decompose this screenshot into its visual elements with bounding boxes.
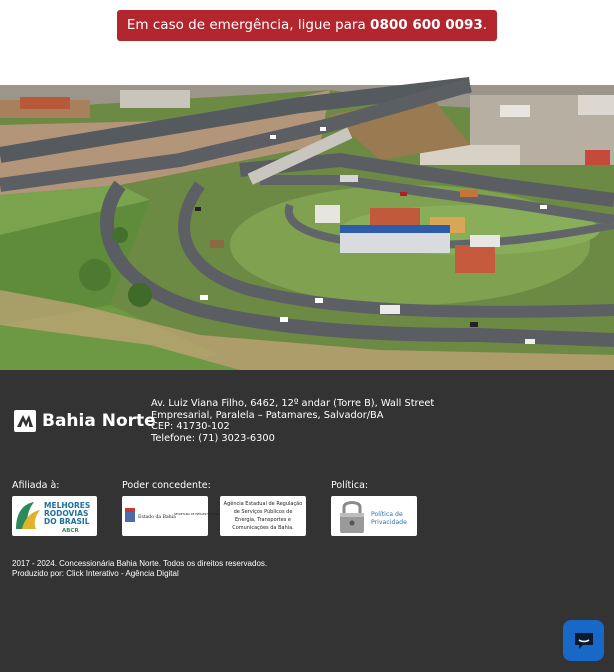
abcr-line2: RODOVIAS — [44, 509, 89, 518]
affiliated-label: Afiliada à: — [12, 480, 60, 491]
produced-by-link[interactable]: Produzido por: Click Interativo - Agência Digital — [12, 569, 179, 578]
top-banner — [0, 0, 614, 85]
highway-photo — [0, 85, 614, 370]
bahia-name: Estado da Bahia — [138, 515, 176, 520]
agency-line: de Serviços Públicos de — [233, 509, 293, 515]
chat-icon — [573, 631, 595, 651]
abcr-line3: DO BRASIL — [44, 517, 90, 526]
address-phone[interactable]: Telefone: (71) 3023-6300 — [151, 432, 275, 444]
address-block — [151, 398, 434, 444]
grantor-label: Poder concedente: — [122, 480, 211, 491]
copyright-text: 2017 - 2024. Concessionária Bahia Norte. Todos os direitos reservados. — [12, 559, 268, 568]
bahia-state-badge[interactable] — [122, 496, 219, 536]
emergency-suffix: . — [482, 17, 488, 33]
abcr-line1: MELHORES — [44, 501, 91, 510]
emergency-text: Em caso de emergência, ligue para — [126, 17, 371, 33]
address-cep: CEP: 41730-102 — [151, 421, 230, 432]
privacy-policy-badge[interactable] — [331, 496, 417, 536]
agerba-badge[interactable] — [220, 496, 306, 536]
abcr-badge[interactable] — [12, 496, 97, 536]
address-line: Av. Luiz Viana Filho, 6462, 12º andar (Torre B), Wall Street — [151, 398, 435, 409]
agency-line: Agência Estadual de Regulação — [223, 501, 303, 507]
emergency-phone[interactable]: 0800 600 0093 — [370, 17, 483, 33]
bahia-norte-logo-mark-icon — [14, 410, 36, 432]
address-line: Empresarial, Paralela – Patamares, Salvador/BA — [151, 409, 384, 421]
abcr-line4: ABCR — [62, 528, 79, 534]
bahia-dept: SECRETARIA DE INFRAESTRUTURA — [174, 513, 219, 516]
footer — [0, 370, 614, 672]
bahia-norte-logo[interactable] — [14, 410, 156, 432]
brand-name: Bahia Norte — [42, 411, 156, 431]
privacy-line1: Política de — [371, 511, 403, 518]
chat-button[interactable] — [563, 620, 604, 661]
copyright-block — [12, 559, 267, 579]
lock-icon — [340, 503, 364, 534]
policy-label: Política: — [331, 480, 369, 491]
agency-line: Comunicações da Bahia. — [232, 525, 294, 531]
agency-line: Energia, Transportes e — [235, 517, 291, 523]
emergency-banner — [117, 10, 497, 41]
privacy-line2: Privacidade — [371, 519, 407, 526]
